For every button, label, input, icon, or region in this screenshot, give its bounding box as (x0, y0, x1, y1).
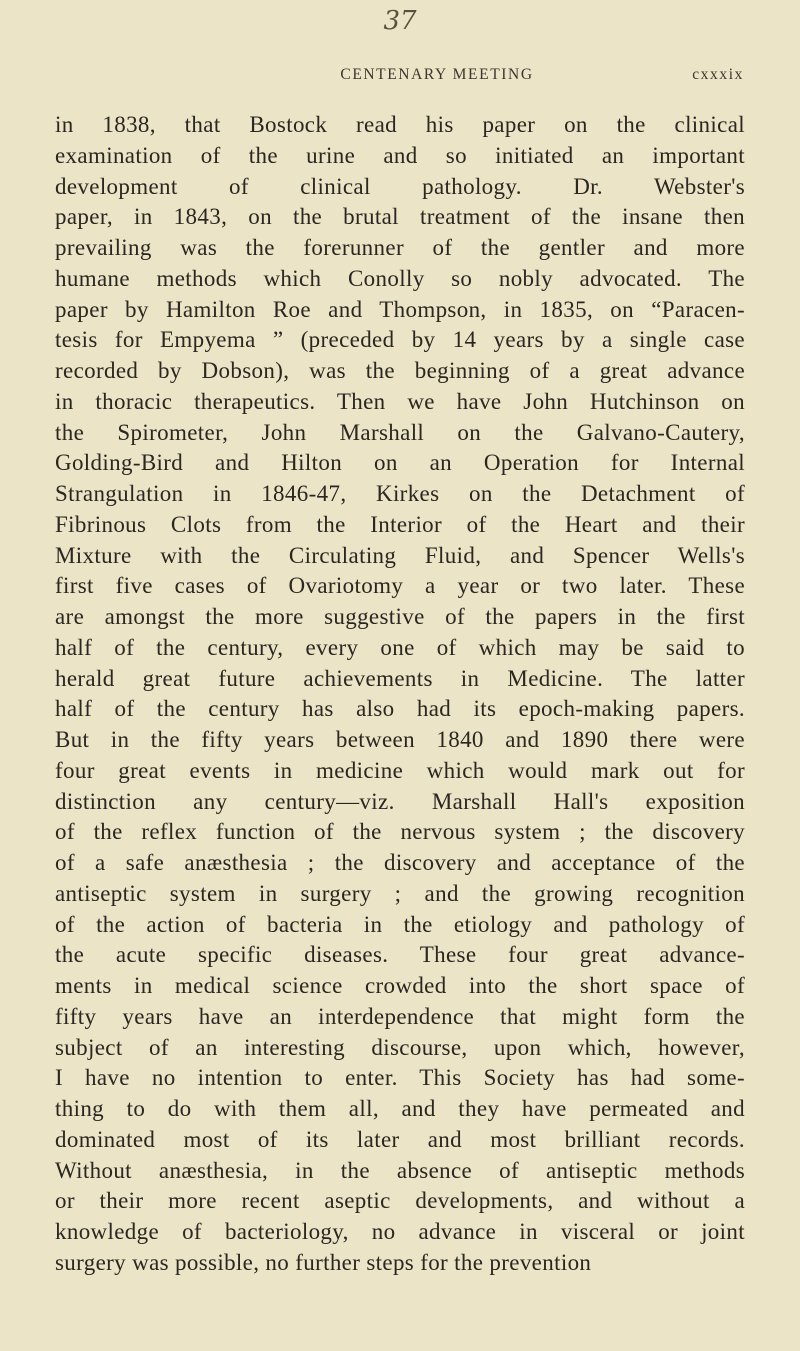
text-line: the acute specific diseases. These four great advance- (55, 942, 745, 968)
text-line: prevailing was the forerunner of the gentler and more (55, 235, 745, 260)
text-line: four great events in medicine which would mark out for (55, 757, 745, 783)
text-line: fifty years have an interdependence that might form the (55, 1003, 745, 1029)
text-line: subject of an interesting discourse, upon which, however, (55, 1034, 745, 1060)
text-line: Strangulation in 1846-47, Kirkes on the Detachment of (55, 481, 745, 506)
text-line: are amongst the more suggestive of the papers in the first (55, 604, 745, 629)
text-line: humane methods which Conolly so nobly advocated. The (55, 265, 745, 291)
text-line: thing to do with them all, and they have permeated and (55, 1096, 745, 1121)
text-line: herald great future achievements in Medicine. The latter (55, 665, 745, 691)
handwritten-page-mark: 37 (383, 6, 417, 36)
text-line: recorded by Dobson), was the beginning of a great advance (55, 358, 745, 383)
text-line: distinction any century—viz. Marshall Hall's exposition (55, 788, 745, 814)
text-line: ments in medical science crowded into the short space of (55, 973, 745, 998)
text-line: of a safe anæsthesia ; the discovery and acceptance of the (55, 850, 745, 875)
text-line: the Spirometer, John Marshall on the Galvano-Cautery, (55, 419, 745, 445)
text-line: Golding-Bird and Hilton on an Operation for Internal (55, 450, 745, 476)
text-line: I have no intention to enter. This Society has had some- (55, 1065, 745, 1091)
text-line: paper by Hamilton Roe and Thompson, in 1835, on “Paracen- (55, 296, 745, 322)
text-line: half of the century, every one of which may be said to (55, 634, 745, 660)
text-line: knowledge of bacteriology, no advance in visceral or joint (55, 1219, 745, 1244)
text-line: first five cases of Ovariotomy a year or two later. These (55, 573, 745, 599)
text-line: of the action of bacteria in the etiology and pathology of (55, 911, 745, 937)
text-line: Without anæsthesia, in the absence of antiseptic methods (55, 1157, 745, 1183)
text-line: or their more recent aseptic developments, and without a (55, 1188, 745, 1214)
page-number: cxxxix (692, 66, 744, 83)
text-line: in thoracic therapeutics. Then we have John Hutchinson on (55, 388, 745, 414)
text-line: of the reflex function of the nervous system ; the discovery (55, 819, 745, 845)
running-title: CENTENARY MEETING (340, 66, 534, 83)
text-line: surgery was possible, no further steps for the prevention (55, 1249, 592, 1275)
text-line: in 1838, that Bostock read his paper on the clinical (55, 112, 745, 137)
text-line: Mixture with the Circulating Fluid, and Spencer Wells's (55, 542, 745, 568)
text-line: Fibrinous Clots from the Interior of the Heart and their (55, 511, 745, 537)
running-head (130, 66, 744, 86)
body-text (55, 110, 745, 1279)
text-line: tesis for Empyema ” (preceded by 14 years by a single case (55, 327, 745, 353)
text-line: antiseptic system in surgery ; and the growing recognition (55, 880, 745, 906)
text-line: But in the fifty years between 1840 and 1890 there were (55, 727, 745, 752)
text-line: dominated most of its later and most brilliant records. (55, 1126, 745, 1152)
text-line: examination of the urine and so initiated an important (55, 142, 745, 168)
text-line: paper, in 1843, on the brutal treatment of the insane then (55, 204, 745, 230)
text-line: half of the century has also had its epoch-making papers. (55, 696, 745, 722)
text-line: development of clinical pathology. Dr. Webster's (55, 173, 745, 199)
